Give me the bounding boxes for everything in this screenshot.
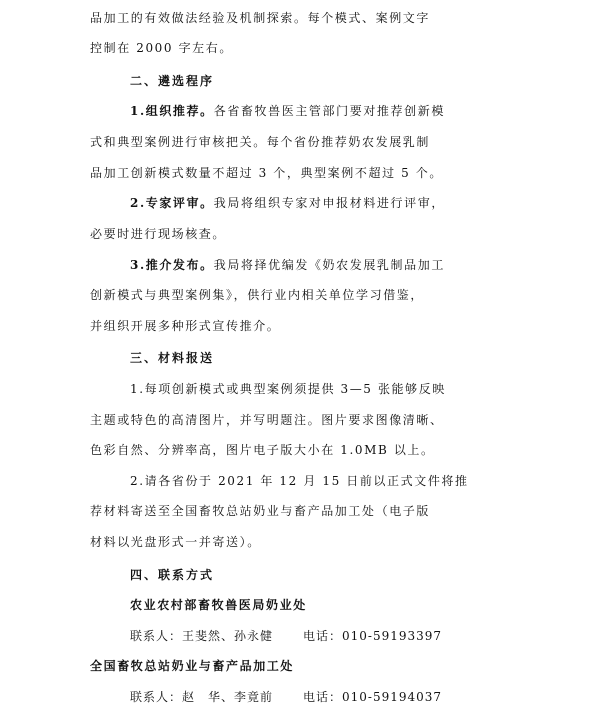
paragraph-line: 荐材料寄送至全国畜牧总站奶业与畜产品加工处（电子版 (90, 504, 431, 519)
organization-name: 农业农村部畜牧兽医局奶业处 (130, 598, 307, 613)
section-heading: 三、材料报送 (130, 351, 215, 366)
contact-persons: 联系人：赵 华、李竟前 (130, 690, 274, 704)
paragraph-line (0, 99, 600, 123)
paragraph-line: 色彩自然、分辨率高，图片电子版大小在 1.0MB 以上。 (90, 443, 435, 458)
paragraph-line: 控制在 2000 字左右。 (90, 41, 233, 56)
paragraph-line (0, 253, 600, 277)
paragraph-line: 主题或特色的高清图片，并写明题注。图片要求图像清晰、 (90, 412, 444, 427)
paragraph-line: 并组织开展多种形式宣传推介。 (90, 318, 281, 333)
paragraph-line: 1.每项创新模式或典型案例须提供 3—5 张能够反映 (130, 381, 446, 396)
subsection-title: 3.推介发布。 (130, 257, 214, 272)
paragraph-text: 各省畜牧兽医主管部门要对推荐创新模 (213, 104, 445, 119)
subsection-title: 1.组织推荐。 (130, 104, 214, 119)
contact-phone: 电话：010-59193397 (303, 628, 443, 643)
paragraph-text: 我局将组织专家对申报材料进行评审， (213, 196, 445, 211)
paragraph-line: 必要时进行现场核查。 (90, 226, 227, 241)
section-heading: 四、联系方式 (130, 567, 215, 582)
contact-line (0, 624, 600, 648)
paragraph-line: 式和典型案例进行审核把关。每个省份推荐奶农发展乳制 (90, 135, 431, 150)
contact-phone: 电话：010-59194037 (303, 690, 443, 704)
organization-name: 全国畜牧总站奶业与畜产品加工处 (90, 659, 295, 674)
paragraph-line: 创新模式与典型案例集》，供行业内相关单位学习借鉴， (90, 288, 425, 303)
paragraph-line: 品加工的有效做法经验及机制探索。每个模式、案例文字 (90, 10, 431, 25)
subsection-title: 2.专家评审。 (130, 196, 214, 211)
paragraph-line: 材料以光盘形式一并寄送）。 (90, 535, 261, 549)
contact-line (0, 685, 600, 709)
paragraph-line: 2.请各省份于 2021 年 12 月 15 日前以正式文件将推 (130, 473, 469, 488)
paragraph-line (0, 191, 600, 215)
paragraph-line: 品加工创新模式数量不超过 3 个，典型案例不超过 5 个。 (90, 165, 443, 180)
section-heading: 二、遴选程序 (130, 73, 215, 88)
contact-persons: 联系人：王斐然、孙永健 (130, 628, 274, 643)
paragraph-text: 我局将择优编发《奶农发展乳制品加工 (213, 257, 445, 272)
